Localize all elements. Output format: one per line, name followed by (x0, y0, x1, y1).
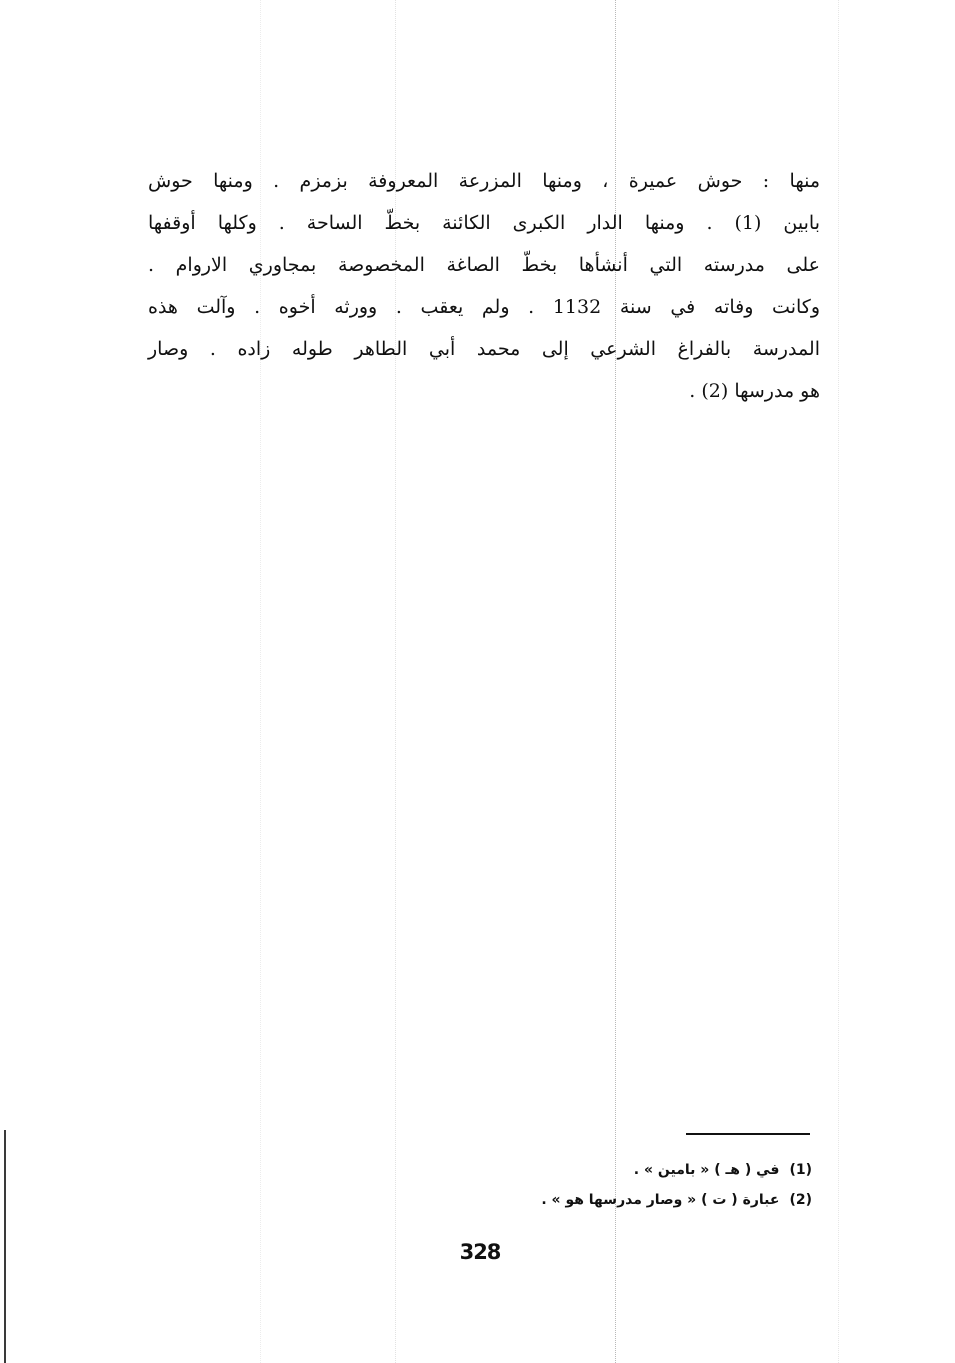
body-paragraph (148, 160, 820, 412)
footnote-text: عبارة ( ت ) « وصار مدرسها هو » . (541, 1192, 780, 1208)
page-number: 328 (459, 1240, 501, 1264)
footnotes (420, 1155, 812, 1215)
footnote-number: (1) (789, 1162, 812, 1178)
footnote-number: (2) (789, 1192, 812, 1208)
page-edge-shadow (4, 1130, 6, 1363)
body-line: بابين (1) . ومنها الدار الكبرى الكائنة بخطّ الساحة . وكلها أوقفها (148, 212, 820, 234)
body-line: المدرسة بالفراغ الشرعي إلى محمد أبي الطاهر طوله زاده . وصار (148, 338, 820, 360)
footnote-text: في ( هـ ) « بامين » . (633, 1162, 780, 1178)
body-line: منها : حوش عميرة ، ومنها المزرعة المعروفة بزمزم . ومنها حوش (148, 170, 820, 192)
body-line: وكانت وفاته في سنة 1132 . ولم يعقب . وورثه أخوه . وآلت هذه (148, 296, 820, 318)
footnote-1 (420, 1155, 812, 1185)
footnote-separator (686, 1133, 810, 1135)
body-line: على مدرسته التي أنشأها بخطّ الصاغة المخصوصة بمجاوري الاروام . (148, 254, 820, 276)
scan-artifact-line (838, 0, 839, 1363)
body-line: هو مدرسها (2) . (689, 380, 820, 402)
footnote-2 (420, 1185, 812, 1215)
